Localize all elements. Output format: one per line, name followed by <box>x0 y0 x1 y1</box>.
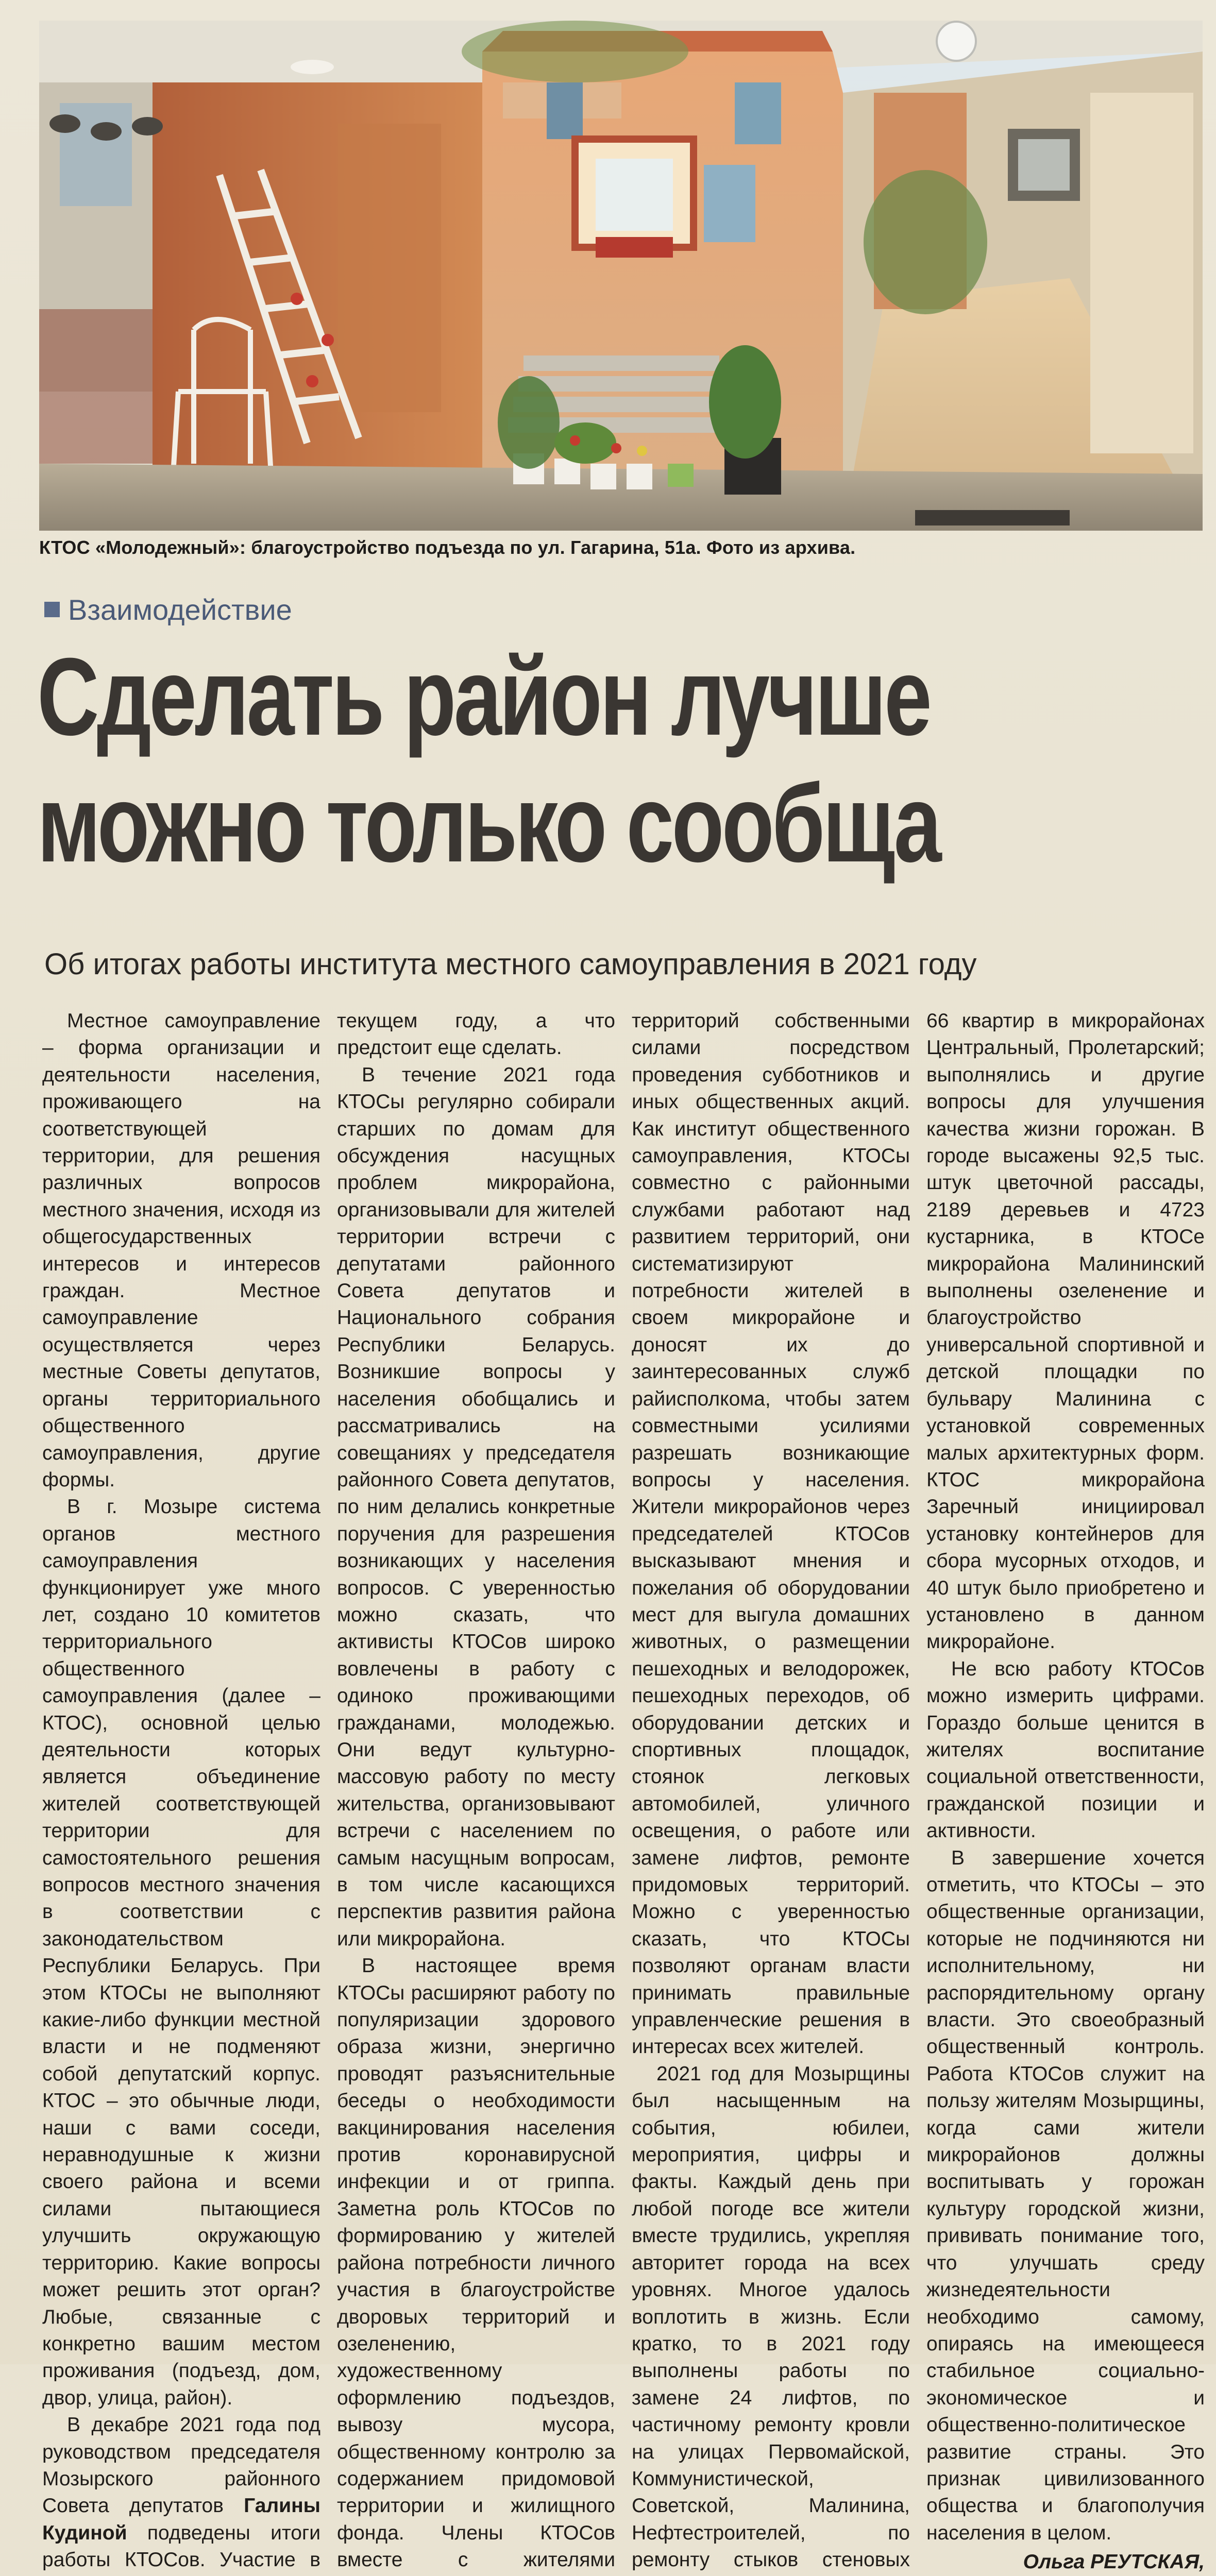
column-3 <box>632 1008 910 2347</box>
paragraph-text: В декабре 2021 года под руководством председателя Мозырского районного Совета депутатов <box>42 2414 320 2517</box>
article-body <box>42 1008 1205 2347</box>
photo-caption: КТОС «Молодежный»: благоустройство подъезда по ул. Гагарина, 51а. Фото из архива. <box>39 537 1203 558</box>
paragraph: В завершение хочется отметить, что КТОСы – это общественные организации, которые не подчиняются ни исполнительному, ни распорядительному органу власти. Это своеобразный общественный контроль. Работа КТОСов служит на пользу жителям Мозырщины, когда сами жители микрорайонов должны воспитывать у горожан культуру городской жизни, прививать понимание того, что улучшать среду жизнедеятельности необходимо самому, опираясь на имеющееся стабильное социально-экономическое и общественно-политическое развитие страны. Это признак цивилизованного общества и благополучия населения в целом. <box>926 1845 1205 2547</box>
paragraph: В г. Мозыре система органов местного самоуправления функционирует уже много лет, создано 10 комитетов территориального общественного самоуправления (далее – КТОС), основной целью деятельности которых является объединение жителей соответствующей территории для самостоятельного решения вопросов местного значения в соответствии с законодательством Республики Беларусь. При этом КТОСы не выполняют какие-либо функции местной власти и не подменяют собой депутатский корпус. КТОС – это обычные люди, наши с вами соседи, неравнодушные к жизни своего района и всеми силами пытающиеся улучшить окружающую территорию. Какие вопросы может решить этот орган? Любые, связанные с конкретно вашим местом проживания (подъезд, дом, двор, улица, район). <box>42 1494 320 2412</box>
author-signature <box>926 2549 1205 2576</box>
entrance-mural-image <box>39 21 1203 531</box>
paragraph: Местное самоуправление – форма организации и деятельности населения, проживающего на соответствующей территории, для решения различных вопросов местного значения, исходя из общегосударственных интересов и интересов граждан. Местное самоуправление осуществляется через местные Советы депутатов, органы территориального общественного самоуправления, другие формы. <box>42 1008 320 1494</box>
paragraph: В настоящее время КТОСы расширяют работу по популяризации здорового образа жизни, энергично проводят разъяснительные беседы о необходимости вакцинирования населения против коронавирусной инфекции и от гриппа. Заметна роль КТОСов по формированию у жителей района потребности личного участия в благоустройстве дворовых территорий и озеленению, художественному оформлению подъездов, вывозу мусора, общественному контролю за содержанием придомовой территории и жилищного фонда. Члены КТОСов вместе с жителями <box>337 1953 615 2576</box>
column-1 <box>42 1008 320 2347</box>
author-name: Ольга РЕУТСКАЯ, <box>926 2549 1205 2575</box>
paragraph: В течение 2021 года КТОСы регулярно собирали старших по домам для обсуждения насущных проблем микрорайона, организовывали для жителей территории встречи с депутатами районного Совета депутатов и Национального собрания Республики Беларусь. Возникшие вопросы у населения обобщались и рассматривались на совещаниях у председателя районного Совета депутатов, по ним делались конкретные поручения для разрешения возникающих у населения вопросов. С уверенностью можно сказать, что активисты КТОСов широко вовлечены в работу с одиноко проживающими гражданами, молодежью. Они ведут культурно-массовую работу по месту жительства, организовывают встречи с населением по самым насущным вопросам, в том числе касающихся перспектив развития района или микрорайона. <box>337 1062 615 1953</box>
article-photo <box>39 21 1203 531</box>
headline-line-1: Сделать район лучше <box>37 634 950 760</box>
paragraph: Не всю работу КТОСов можно измерить цифрами. Гораздо больше ценится в жителях воспитание социальной ответственности, гражданской позиции и активности. <box>926 1656 1205 1845</box>
rubric-square-icon <box>44 602 60 617</box>
rubric <box>44 591 292 628</box>
paragraph-text: подведены итоги работы КТОСов. Участие в <box>42 2522 320 2576</box>
rubric-label: Взаимодействие <box>68 593 292 626</box>
paragraph: 66 квартир в микрорайонах Центральный, Пролетарский; выполнялись и другие вопросы для улучшения качества жизни горожан. В городе высажены 92,5 тыс. штук цветочной рассады, 2189 деревьев и 4723 кустарника, в КТОСе микрорайона Малининский выполнены озеленение и благоустройство универсальной спортивной и детской площадки по бульвару Малинина с установкой современных малых архитектурных форм. КТОС микрорайона Заречный инициировал установку контейнеров для сбора мусорных отходов, и 40 штук было приобретено и установлено в данном микрорайоне. <box>926 1008 1205 1656</box>
subheadline: Об итогах работы института местного самоуправления в 2021 году <box>44 947 976 981</box>
column-2 <box>337 1008 615 2347</box>
headline <box>37 634 950 887</box>
paragraph: территорий собственными силами посредством проведения субботников и иных общественных акций. Как институт общественного самоуправления, КТОСы совместно с районными службами работают над развитием территорий, они систематизируют потребности жителей в своем микрорайоне и доносят их до заинтересованных служб райисполкома, чтобы затем совместными усилиями разрешать возникающие вопросы у населения. Жители микрорайонов через председателей КТОСов высказывают мнения и пожелания об оборудовании мест для выгула домашних животных, о размещении пешеходных и велодорожек, пешеходных переходов, об оборудовании детских и спортивных площадок, стоянок легковых автомобилей, уличного освещения, о работе или замене лифтов, ремонте придомовых территорий. Можно с уверенностью сказать, что КТОСы позволяют органам власти принимать правильные управленческие решения в интересах всех жителей. <box>632 1008 910 2061</box>
headline-line-2: можно только сообща <box>37 760 950 887</box>
column-4 <box>926 1008 1205 2347</box>
paragraph <box>42 2412 320 2576</box>
paragraph: текущем году, а что предстоит еще сделать. <box>337 1008 615 1062</box>
person-name: Галины Кудиной <box>42 2495 320 2544</box>
paragraph: 2021 год для Мозырщины был насыщенным на события, юбилеи, мероприятия, цифры и факты. Каждый день при любой погоде все жители вместе трудились, укрепляя авторитет города на всех уровнях. Многое удалось воплотить в жизнь. Если кратко, то в 2021 году выполнены работы по замене 24 лифтов, по частичному ремонту кровли на улицах Первомайской, Коммунистической, Советской, Малинина, Нефтестроителей, по ремонту стыков стеновых <box>632 2061 910 2576</box>
